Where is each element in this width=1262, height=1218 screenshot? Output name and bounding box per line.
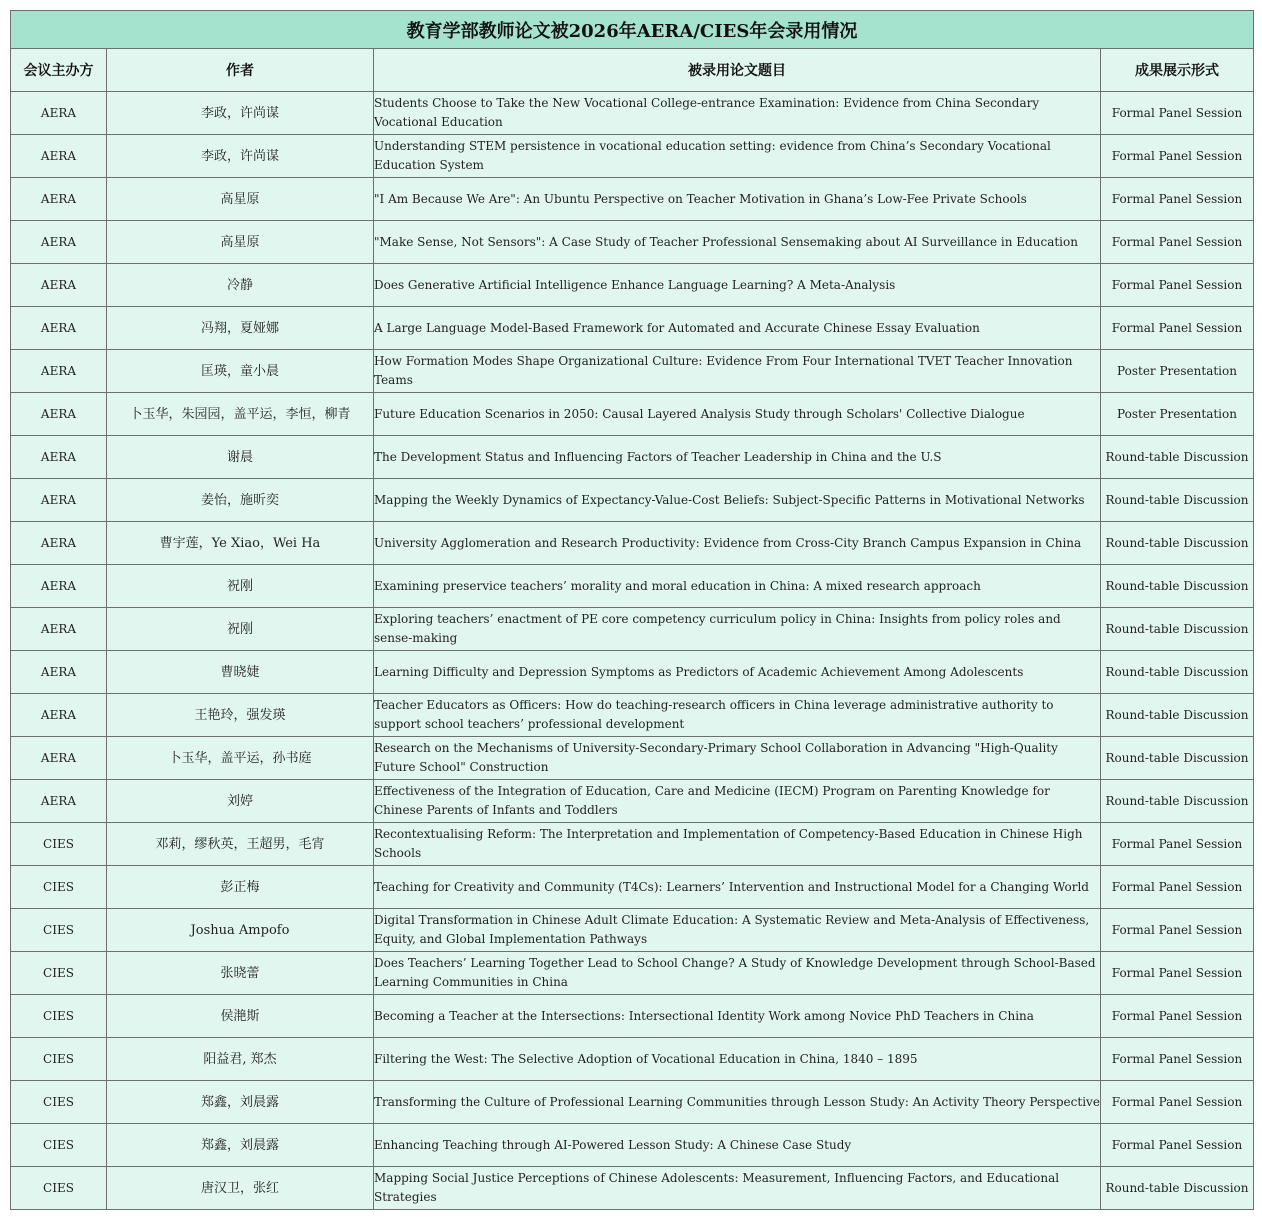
authors-cell: 高星原: [107, 221, 374, 264]
format-cell: Round-table Discussion: [1101, 651, 1254, 694]
paper-title-cell: Enhancing Teaching through AI-Powered Lesson Study: A Chinese Case Study: [374, 1124, 1101, 1167]
authors-cell: Joshua Ampofo: [107, 909, 374, 952]
paper-title-cell: "I Am Because We Are": An Ubuntu Perspective on Teacher Motivation in Ghana’s Low-Fee Private Schools: [374, 178, 1101, 221]
authors-cell: 谢晨: [107, 436, 374, 479]
format-cell: Formal Panel Session: [1101, 1038, 1254, 1081]
paper-title-cell: Becoming a Teacher at the Intersections: Intersectional Identity Work among Novice PhD Teachers in China: [374, 995, 1101, 1038]
header-organizer: 会议主办方: [11, 49, 107, 92]
format-cell: Poster Presentation: [1101, 393, 1254, 436]
authors-cell: 郑鑫，刘晨露: [107, 1081, 374, 1124]
table-body: [11, 92, 1254, 1210]
format-cell: Formal Panel Session: [1101, 221, 1254, 264]
authors-cell: 卜玉华，盖平运，孙书庭: [107, 737, 374, 780]
paper-title-cell: Mapping the Weekly Dynamics of Expectancy-Value-Cost Beliefs: Subject-Specific Patterns in Motivational Networks: [374, 479, 1101, 522]
authors-cell: 王艳玲，强发瑛: [107, 694, 374, 737]
authors-cell: 冷静: [107, 264, 374, 307]
authors-cell: 唐汉卫，张红: [107, 1167, 374, 1210]
format-cell: Formal Panel Session: [1101, 952, 1254, 995]
paper-title-cell: Filtering the West: The Selective Adoption of Vocational Education in China, 1840 – 1895: [374, 1038, 1101, 1081]
organizer-cell: AERA: [11, 178, 107, 221]
authors-cell: 祝刚: [107, 608, 374, 651]
organizer-cell: AERA: [11, 264, 107, 307]
header-authors: 作者: [107, 49, 374, 92]
organizer-cell: CIES: [11, 995, 107, 1038]
paper-title-cell: Research on the Mechanisms of University-Secondary-Primary School Collaboration in Advancing "High-Quality Future School" Construction: [374, 737, 1101, 780]
table-row: [11, 909, 1254, 952]
format-cell: Formal Panel Session: [1101, 264, 1254, 307]
table-row: [11, 522, 1254, 565]
organizer-cell: AERA: [11, 393, 107, 436]
authors-cell: 卜玉华，朱园园，盖平运，李恒，柳青: [107, 393, 374, 436]
header-format: 成果展示形式: [1101, 49, 1254, 92]
table-row: [11, 479, 1254, 522]
paper-title-cell: Mapping Social Justice Perceptions of Chinese Adolescents: Measurement, Influencing Factors, and Educational Strategies: [374, 1167, 1101, 1210]
table-row: [11, 221, 1254, 264]
paper-title-cell: Understanding STEM persistence in vocational education setting: evidence from China’s Secondary Vocational Education System: [374, 135, 1101, 178]
authors-cell: 刘婷: [107, 780, 374, 823]
table-row: [11, 1124, 1254, 1167]
table-row: [11, 1081, 1254, 1124]
format-cell: Round-table Discussion: [1101, 737, 1254, 780]
paper-title-cell: Teaching for Creativity and Community (T4Cs): Learners’ Intervention and Instructional Model for a Changing World: [374, 866, 1101, 909]
authors-cell: 郑鑫，刘晨露: [107, 1124, 374, 1167]
organizer-cell: AERA: [11, 92, 107, 135]
authors-cell: 冯翔，夏娅娜: [107, 307, 374, 350]
paper-title-cell: The Development Status and Influencing Factors of Teacher Leadership in China and the U.S: [374, 436, 1101, 479]
format-cell: Formal Panel Session: [1101, 135, 1254, 178]
paper-title-cell: Digital Transformation in Chinese Adult Climate Education: A Systematic Review and Meta-Analysis of Effectiveness, Equity, and Global Implementation Pathways: [374, 909, 1101, 952]
table-row: [11, 1167, 1254, 1210]
paper-title-cell: Students Choose to Take the New Vocational College-entrance Examination: Evidence from China Secondary Vocational Education: [374, 92, 1101, 135]
acceptance-table: [10, 10, 1254, 1210]
table-row: [11, 823, 1254, 866]
format-cell: Formal Panel Session: [1101, 909, 1254, 952]
authors-cell: 阳益君, 郑杰: [107, 1038, 374, 1081]
organizer-cell: CIES: [11, 952, 107, 995]
authors-cell: 曹晓婕: [107, 651, 374, 694]
format-cell: Formal Panel Session: [1101, 823, 1254, 866]
authors-cell: 彭正梅: [107, 866, 374, 909]
table-row: [11, 307, 1254, 350]
authors-cell: 匡瑛，童小晨: [107, 350, 374, 393]
organizer-cell: CIES: [11, 1167, 107, 1210]
organizer-cell: AERA: [11, 350, 107, 393]
organizer-cell: AERA: [11, 565, 107, 608]
format-cell: Formal Panel Session: [1101, 995, 1254, 1038]
format-cell: Formal Panel Session: [1101, 92, 1254, 135]
authors-cell: 张晓蕾: [107, 952, 374, 995]
paper-title-cell: Does Generative Artificial Intelligence Enhance Language Learning? A Meta-Analysis: [374, 264, 1101, 307]
organizer-cell: AERA: [11, 436, 107, 479]
format-cell: Round-table Discussion: [1101, 608, 1254, 651]
table-row: [11, 952, 1254, 995]
table-row: [11, 350, 1254, 393]
table-row: [11, 995, 1254, 1038]
paper-title-cell: Transforming the Culture of Professional Learning Communities through Lesson Study: An Activity Theory Perspective: [374, 1081, 1101, 1124]
authors-cell: 李政，许尚谋: [107, 92, 374, 135]
organizer-cell: CIES: [11, 1081, 107, 1124]
organizer-cell: AERA: [11, 608, 107, 651]
organizer-cell: AERA: [11, 780, 107, 823]
authors-cell: 邓莉，缪秋英，王超男，毛宵: [107, 823, 374, 866]
paper-title-cell: Does Teachers’ Learning Together Lead to School Change? A Study of Knowledge Development through School-Based Learning Communities in China: [374, 952, 1101, 995]
organizer-cell: AERA: [11, 651, 107, 694]
paper-title-cell: How Formation Modes Shape Organizational Culture: Evidence From Four International TVET Teacher Innovation Teams: [374, 350, 1101, 393]
paper-title-cell: University Agglomeration and Research Productivity: Evidence from Cross-City Branch Campus Expansion in China: [374, 522, 1101, 565]
format-cell: Round-table Discussion: [1101, 694, 1254, 737]
format-cell: Formal Panel Session: [1101, 178, 1254, 221]
authors-cell: 侯滟斯: [107, 995, 374, 1038]
organizer-cell: AERA: [11, 221, 107, 264]
organizer-cell: CIES: [11, 866, 107, 909]
format-cell: Poster Presentation: [1101, 350, 1254, 393]
table-row: [11, 737, 1254, 780]
organizer-cell: CIES: [11, 909, 107, 952]
header-row: [11, 49, 1254, 92]
paper-title-cell: Recontextualising Reform: The Interpretation and Implementation of Competency-Based Education in Chinese High Schools: [374, 823, 1101, 866]
table-row: [11, 135, 1254, 178]
table-row: [11, 92, 1254, 135]
table-row: [11, 393, 1254, 436]
paper-title-cell: A Large Language Model-Based Framework for Automated and Accurate Chinese Essay Evaluation: [374, 307, 1101, 350]
organizer-cell: CIES: [11, 1038, 107, 1081]
format-cell: Round-table Discussion: [1101, 436, 1254, 479]
table-row: [11, 178, 1254, 221]
table-row: [11, 1038, 1254, 1081]
paper-title-cell: Exploring teachers’ enactment of PE core competency curriculum policy in China: Insights from policy roles and sense-making: [374, 608, 1101, 651]
paper-title-cell: Future Education Scenarios in 2050: Causal Layered Analysis Study through Scholars' Collective Dialogue: [374, 393, 1101, 436]
format-cell: Round-table Discussion: [1101, 780, 1254, 823]
paper-title-cell: Learning Difficulty and Depression Symptoms as Predictors of Academic Achievement Among Adolescents: [374, 651, 1101, 694]
format-cell: Round-table Discussion: [1101, 522, 1254, 565]
format-cell: Formal Panel Session: [1101, 307, 1254, 350]
organizer-cell: AERA: [11, 694, 107, 737]
paper-title-cell: Effectiveness of the Integration of Education, Care and Medicine (IECM) Program on Parenting Knowledge for Chinese Parents of Infants and Toddlers: [374, 780, 1101, 823]
table-row: [11, 694, 1254, 737]
paper-title-cell: Teacher Educators as Officers: How do teaching-research officers in China leverage administrative authority to support school teachers’ professional development: [374, 694, 1101, 737]
format-cell: Formal Panel Session: [1101, 1081, 1254, 1124]
title-row: [11, 11, 1254, 49]
authors-cell: 曹宇莲，Ye Xiao，Wei Ha: [107, 522, 374, 565]
authors-cell: 祝刚: [107, 565, 374, 608]
table-row: [11, 608, 1254, 651]
authors-cell: 李政，许尚谋: [107, 135, 374, 178]
table-row: [11, 565, 1254, 608]
paper-title-cell: Examining preservice teachers’ morality and moral education in China: A mixed research approach: [374, 565, 1101, 608]
authors-cell: 高星原: [107, 178, 374, 221]
table-row: [11, 264, 1254, 307]
format-cell: Formal Panel Session: [1101, 1124, 1254, 1167]
organizer-cell: AERA: [11, 307, 107, 350]
format-cell: Round-table Discussion: [1101, 1167, 1254, 1210]
format-cell: Round-table Discussion: [1101, 479, 1254, 522]
paper-title-cell: "Make Sense, Not Sensors": A Case Study of Teacher Professional Sensemaking about AI Surveillance in Education: [374, 221, 1101, 264]
format-cell: Formal Panel Session: [1101, 866, 1254, 909]
authors-cell: 姜怡，施昕奕: [107, 479, 374, 522]
organizer-cell: AERA: [11, 135, 107, 178]
table-row: [11, 651, 1254, 694]
table-title: 教育学部教师论文被2026年AERA/CIES年会录用情况: [11, 11, 1254, 49]
organizer-cell: CIES: [11, 1124, 107, 1167]
organizer-cell: AERA: [11, 479, 107, 522]
organizer-cell: CIES: [11, 823, 107, 866]
table-row: [11, 436, 1254, 479]
organizer-cell: AERA: [11, 522, 107, 565]
table-row: [11, 866, 1254, 909]
format-cell: Round-table Discussion: [1101, 565, 1254, 608]
organizer-cell: AERA: [11, 737, 107, 780]
table-row: [11, 780, 1254, 823]
header-paper-title: 被录用论文题目: [374, 49, 1101, 92]
